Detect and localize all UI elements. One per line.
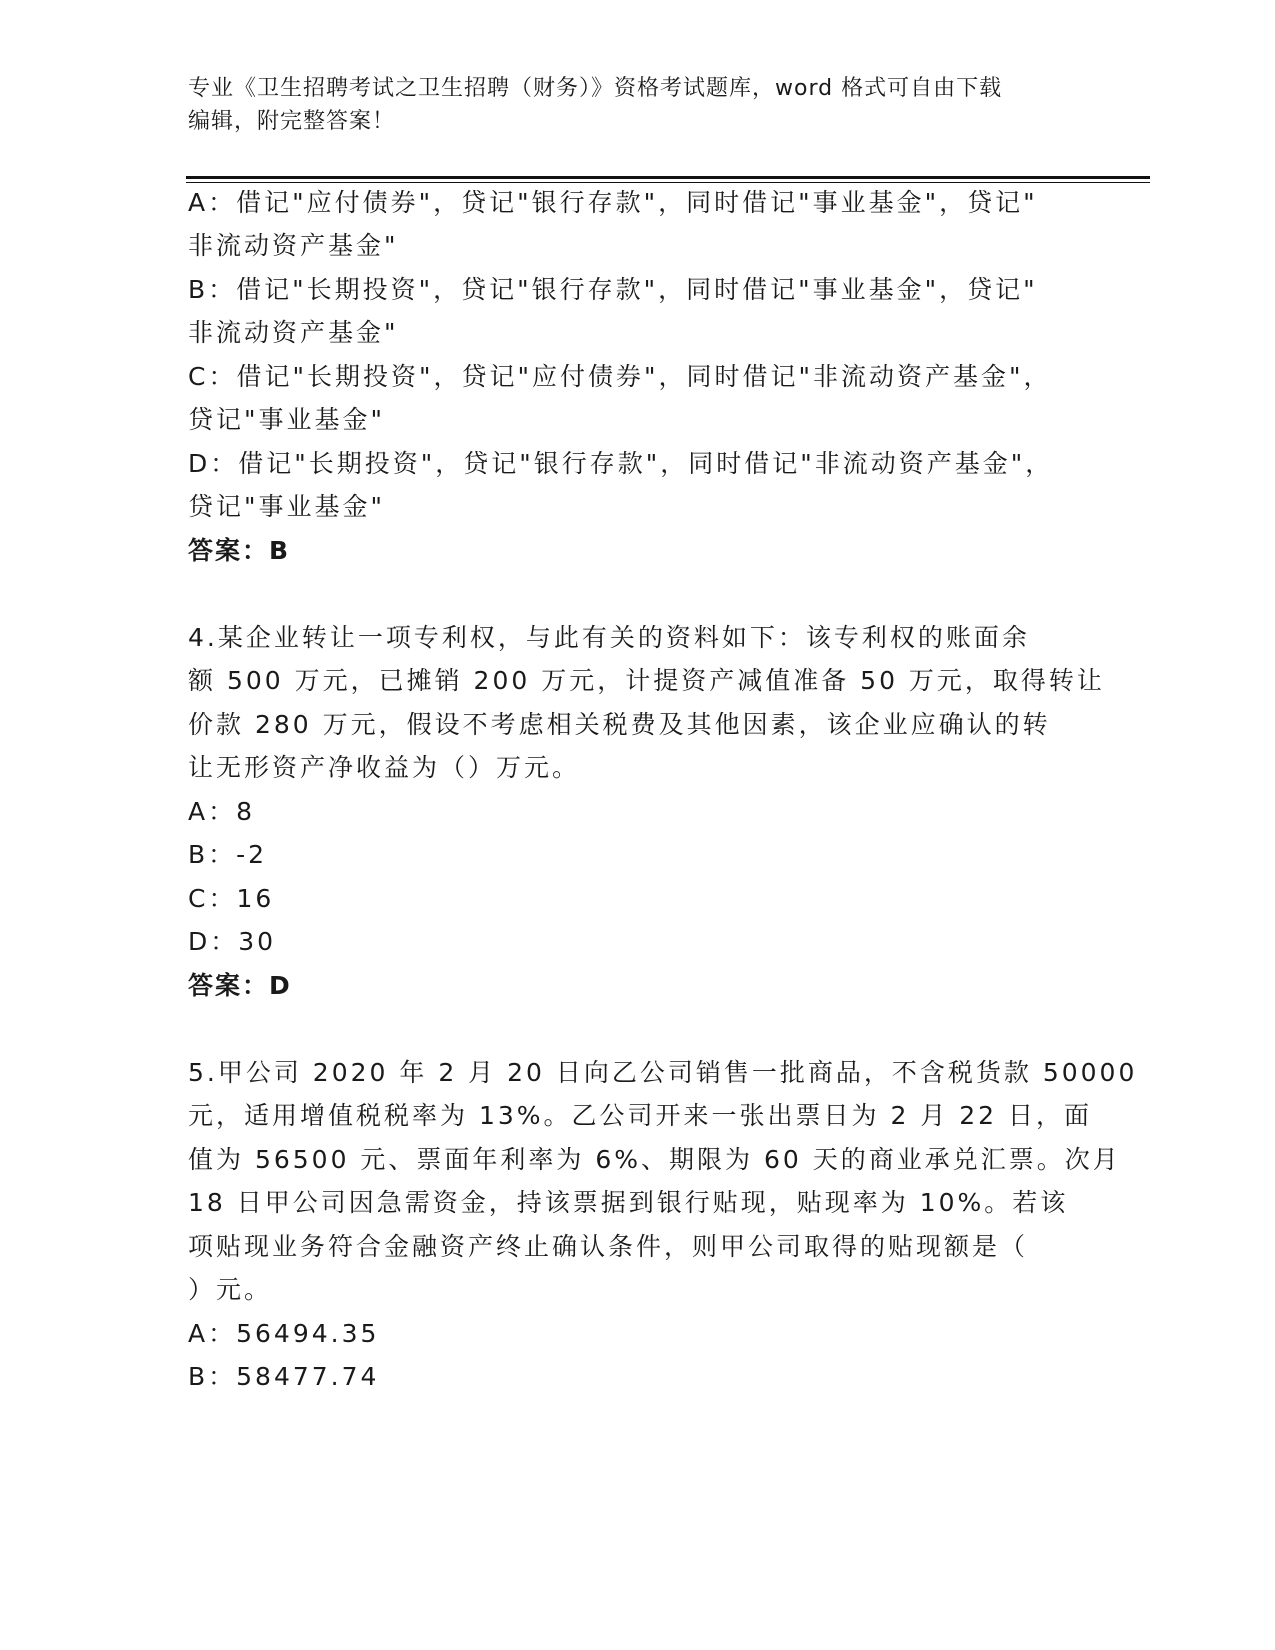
q5-stem-line-6: ）元。: [188, 1275, 273, 1304]
document-header: [188, 72, 1068, 138]
q4-stem-line-1: 4.某企业转让一项专利权，与此有关的资料如下：该专利权的账面余: [188, 623, 1030, 652]
q4-answer: 答案：D: [188, 971, 292, 1000]
q3-option-b-line-2: 非流动资产基金": [188, 318, 399, 347]
q4-option-d: D：30: [188, 927, 277, 956]
q3-option-d-line-1: D：借记"长期投资"，贷记"银行存款"，同时借记"非流动资产基金"，: [188, 449, 1054, 478]
q3-option-c-line-2: 贷记"事业基金": [188, 405, 385, 434]
q4-stem-line-4: 让无形资产净收益为（）万元。: [188, 753, 581, 782]
header-rule-thin: [186, 182, 1150, 183]
header-rule-thick: [186, 176, 1150, 179]
header-line-2: 编辑，附完整答案！: [188, 109, 396, 134]
q5-option-b: B：58477.74: [188, 1362, 380, 1391]
q5-stem-line-4: 18 日甲公司因急需资金，持该票据到银行贴现，贴现率为 10%。若该: [188, 1188, 1069, 1217]
q5-stem-line-1: 5.甲公司 2020 年 2 月 20 日向乙公司销售一批商品，不含税货款 50000: [188, 1058, 1138, 1087]
q5-stem-line-3: 值为 56500 元、票面年利率为 6%、期限为 60 天的商业承兑汇票。次月: [188, 1145, 1121, 1174]
q3-option-c-line-1: C：借记"长期投资"，贷记"应付债券"，同时借记"非流动资产基金"，: [188, 362, 1052, 391]
q5-option-a: A：56494.35: [188, 1319, 380, 1348]
q3-option-b-line-1: B：借记"长期投资"，贷记"银行存款"，同时借记"事业基金"，贷记": [188, 275, 1038, 304]
q4-stem-line-3: 价款 280 万元，假设不考虑相关税费及其他因素，该企业应确认的转: [188, 710, 1051, 739]
q4-option-b: B：-2: [188, 840, 268, 869]
q3-answer: 答案：B: [188, 536, 291, 565]
q5-stem-line-2: 元，适用增值税税率为 13%。乙公司开来一张出票日为 2 月 22 日，面: [188, 1101, 1093, 1130]
q4-stem-line-2: 额 500 万元，已摊销 200 万元，计提资产减值准备 50 万元，取得转让: [188, 666, 1105, 695]
q3-option-a-line-1: A：借记"应付债券"，贷记"银行存款"，同时借记"事业基金"，贷记": [188, 188, 1038, 217]
header-line-1: 专业《卫生招聘考试之卫生招聘（财务）》资格考试题库，word 格式可自由下载: [188, 76, 1003, 101]
q3-option-d-line-2: 贷记"事业基金": [188, 492, 385, 521]
q5-stem-line-5: 项贴现业务符合金融资产终止确认条件，则甲公司取得的贴现额是（: [188, 1232, 1029, 1261]
q4-option-a: A：8: [188, 797, 256, 826]
q3-option-a-line-2: 非流动资产基金": [188, 231, 399, 260]
q4-option-c: C：16: [188, 884, 275, 913]
